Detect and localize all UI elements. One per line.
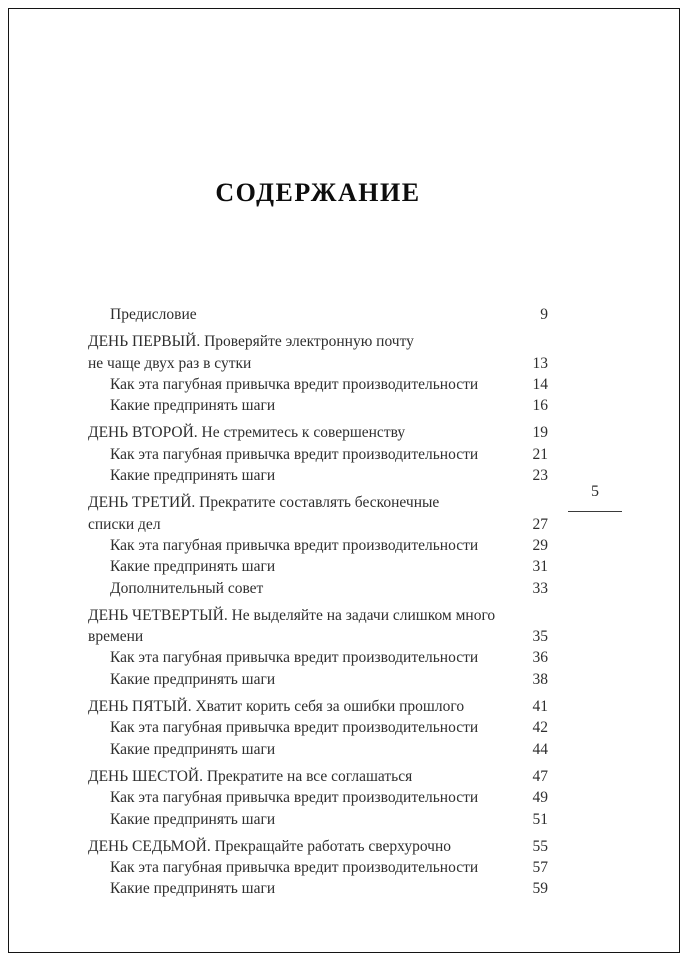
toc-entry-label: Как эта пагубная привычка вредит производительности <box>110 719 479 737</box>
toc-entry-label: Какие предпринять шаги <box>110 397 276 415</box>
toc-entry-page: 27 <box>532 515 548 533</box>
toc-entry <box>88 787 548 808</box>
toc-entry-label: Какие предпринять шаги <box>110 880 276 898</box>
toc-entry <box>88 766 548 787</box>
toc-entry-label: Как эта пагубная привычка вредит производительности <box>110 445 479 463</box>
page-title: СОДЕРЖАНИЕ <box>215 178 421 207</box>
toc-entry <box>88 514 548 535</box>
toc-entry <box>88 395 548 416</box>
toc-entry <box>88 647 548 668</box>
toc-entry <box>88 556 548 577</box>
toc-entry-label: Дополнительный совет <box>110 579 264 597</box>
toc-entry-page: 23 <box>532 467 548 485</box>
toc-entry-label: Как эта пагубная привычка вредит производительности <box>110 649 479 667</box>
toc-entry-label: ДЕНЬ ШЕСТОЙ. Прекратите на все соглашаться <box>88 767 413 785</box>
toc-entry-page: 29 <box>532 536 548 554</box>
toc-entry-page: 21 <box>532 445 548 463</box>
toc-entry <box>88 605 548 626</box>
toc-entry <box>88 578 548 599</box>
toc-entry-label: Предисловие <box>110 306 197 323</box>
toc-entry <box>88 465 548 486</box>
toc-entry-label: не чаще двух раз в сутки <box>88 354 252 372</box>
toc-entry-page: 55 <box>532 837 548 855</box>
toc-entry-page: 59 <box>532 880 548 898</box>
toc-entry <box>88 836 548 857</box>
toc-entry-page: 35 <box>532 628 548 646</box>
toc-entry-label: Какие предпринять шаги <box>110 558 276 576</box>
toc-entry-page: 36 <box>532 649 548 667</box>
toc-entry-page: 19 <box>532 424 548 442</box>
toc-entry <box>88 669 548 690</box>
toc-entry-page: 44 <box>532 740 548 758</box>
toc-entry-label: Как эта пагубная привычка вредит производительности <box>110 789 479 807</box>
toc-entry-label: Какие предпринять шаги <box>110 670 276 688</box>
toc-entry-label: ДЕНЬ ВТОРОЙ. Не стремитесь к совершенству <box>88 424 406 442</box>
toc-entry-page: 47 <box>532 767 548 785</box>
toc-entry <box>88 878 548 899</box>
toc-entry-label: Какие предпринять шаги <box>110 467 276 485</box>
toc-entry <box>88 535 548 556</box>
toc-entry-label: ДЕНЬ ПЯТЫЙ. Хватит корить себя за ошибки прошлого <box>88 698 465 716</box>
toc-entry-label: Как эта пагубная привычка вредит производительности <box>110 536 479 554</box>
toc-entry-page: 13 <box>532 354 548 372</box>
toc-entry <box>88 717 548 738</box>
margin-page-number-rule <box>568 511 622 512</box>
toc-entry <box>88 857 548 878</box>
toc-entry <box>88 739 548 760</box>
toc-entry <box>88 374 548 395</box>
toc-entry-page: 41 <box>532 698 548 716</box>
toc-entry-label: Как эта пагубная привычка вредит производительности <box>110 859 479 877</box>
toc-entry-page: 33 <box>532 579 548 597</box>
toc-entry-page: 42 <box>532 719 548 737</box>
toc-entry-page: 16 <box>532 397 548 415</box>
toc-entry <box>88 809 548 830</box>
toc-entry-page: 49 <box>532 789 548 807</box>
toc-entry <box>88 331 548 352</box>
toc-entry-page: 51 <box>532 810 548 828</box>
toc-entry-label: Какие предпринять шаги <box>110 740 276 758</box>
toc-entry <box>88 422 548 443</box>
toc-list <box>88 304 548 900</box>
toc-entry <box>88 444 548 465</box>
toc-entry <box>88 696 548 717</box>
toc-entry-label: Какие предпринять шаги <box>110 810 276 828</box>
toc-entry-page: 9 <box>540 306 548 323</box>
toc-entry-label: ДЕНЬ ЧЕТВЕРТЫЙ. Не выделяйте на задачи слишком много <box>88 606 496 624</box>
toc-entry <box>88 353 548 374</box>
toc-entry-label: ДЕНЬ ПЕРВЫЙ. Проверяйте электронную почту <box>88 333 414 351</box>
toc-entry-label: Как эта пагубная привычка вредит производительности <box>110 375 479 393</box>
toc-entry-page: 31 <box>532 558 548 576</box>
toc-entry <box>88 492 548 513</box>
toc-entry <box>88 304 548 325</box>
toc-entry-page: 14 <box>532 375 548 393</box>
toc-entry-label: времени <box>88 628 144 646</box>
toc-entry-page: 38 <box>532 670 548 688</box>
toc-entry-page: 57 <box>532 859 548 877</box>
toc-entry-label: списки дел <box>88 515 161 533</box>
margin-page-number: 5 <box>591 483 599 500</box>
toc-entry <box>88 626 548 647</box>
toc-entry-label: ДЕНЬ СЕДЬМОЙ. Прекращайте работать сверхурочно <box>88 837 452 855</box>
toc-entry-label: ДЕНЬ ТРЕТИЙ. Прекратите составлять бесконечные <box>88 494 440 512</box>
